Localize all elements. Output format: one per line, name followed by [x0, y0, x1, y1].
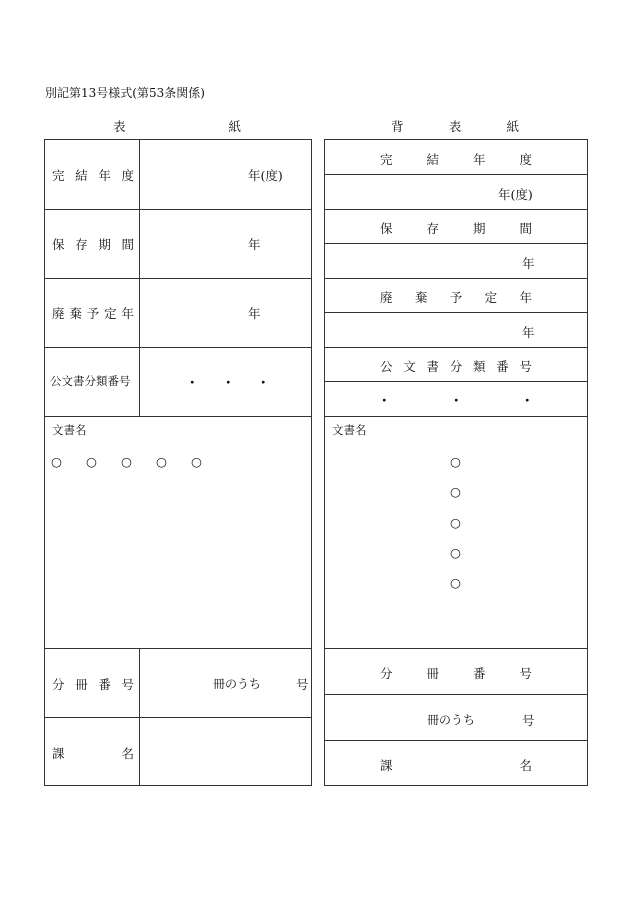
spine-retention-period-value[interactable]: 年 [522, 256, 535, 271]
spine-form [324, 139, 588, 786]
label-char: 類 [472, 359, 486, 374]
label-char: 冊 [426, 666, 439, 681]
spine-volume-number-label [380, 664, 532, 682]
label-char: 結 [75, 168, 88, 183]
spine-divider [325, 243, 587, 244]
label-char: 廃 [52, 306, 65, 321]
label-char: 完 [380, 152, 393, 167]
spine-completion-year-label [380, 150, 532, 168]
cover-completion-year-label [52, 166, 134, 184]
label-char: 存 [75, 237, 88, 252]
cover-classification-dot: ・ [257, 375, 270, 390]
cover-section-name-label [52, 744, 134, 762]
label-char: 保 [380, 221, 393, 236]
label-char: 年 [472, 152, 486, 167]
cover-heading-char-1: 表 [113, 119, 126, 134]
spine-disposal-year-label [380, 288, 532, 306]
cover-document-name-circle: ○ [86, 454, 97, 469]
spine-heading-char-2: 表 [448, 119, 462, 134]
cover-retention-period-label [52, 235, 134, 253]
spine-heading-char-3: 紙 [506, 119, 519, 134]
label-char: 定 [484, 290, 498, 305]
label-char: 分 [449, 359, 463, 374]
cover-classification-label: 公文書分類番号 [50, 374, 131, 388]
label-char: 課 [52, 746, 65, 761]
cover-divider [45, 347, 311, 348]
cover-divider [45, 209, 311, 210]
cover-divider [45, 278, 311, 279]
label-char: 年 [519, 290, 532, 305]
label-char: 番 [98, 677, 111, 692]
spine-document-name-circle: ○ [450, 545, 461, 560]
spine-divider [325, 740, 587, 741]
label-char: 年 [121, 306, 134, 321]
label-char: 定 [104, 306, 117, 321]
spine-document-name-label: 文書名 [332, 423, 367, 437]
spine-divider [325, 209, 587, 210]
spine-divider [325, 312, 587, 313]
label-char: 書 [426, 359, 439, 374]
spine-divider [325, 416, 587, 417]
cover-disposal-year-value[interactable]: 年 [248, 306, 261, 321]
label-char: 棄 [69, 306, 82, 321]
form-title: 別記第13号様式(第53条関係) [45, 86, 205, 100]
label-char: 保 [52, 237, 65, 252]
label-char: 予 [449, 290, 463, 305]
spine-divider [325, 648, 587, 649]
cover-document-name-circle: ○ [156, 454, 167, 469]
spine-document-name-circle: ○ [450, 484, 461, 499]
label-char: 存 [426, 221, 439, 236]
label-char: 年 [98, 168, 111, 183]
label-char: 名 [519, 758, 532, 773]
label-char: 文 [403, 359, 416, 374]
label-char: 号 [519, 359, 532, 374]
spine-volume-number-suffix: 号 [522, 713, 535, 728]
spine-divider [325, 347, 587, 348]
spine-divider [325, 381, 587, 382]
label-char: 棄 [414, 290, 428, 305]
cover-volume-number-suffix: 号 [296, 677, 309, 692]
spine-divider [325, 174, 587, 175]
cover-classification-dot: ・ [186, 375, 199, 390]
cover-completion-year-value[interactable]: 年(度) [248, 168, 283, 183]
spine-classification-dot: ・ [378, 393, 391, 408]
cover-column-divider [139, 140, 140, 416]
cover-divider [45, 416, 311, 417]
spine-heading-char-1: 背 [391, 119, 404, 134]
spine-completion-year-value[interactable]: 年(度) [498, 187, 533, 202]
spine-disposal-year-value[interactable]: 年 [522, 325, 535, 340]
label-char: 号 [121, 677, 134, 692]
spine-heading [391, 117, 519, 135]
cover-heading-char-2: 紙 [228, 119, 241, 134]
cover-disposal-year-label [52, 304, 134, 322]
cover-volume-number-prefix[interactable]: 冊のうち [213, 677, 262, 691]
cover-divider [45, 648, 311, 649]
label-char: 度 [121, 168, 134, 183]
spine-document-name-circle: ○ [450, 454, 461, 469]
spine-document-name-circle: ○ [450, 515, 461, 530]
cover-column-divider [139, 648, 140, 785]
label-char: 名 [121, 746, 134, 761]
label-char: 結 [426, 152, 439, 167]
spine-classification-label [380, 357, 532, 375]
cover-document-name-circle: ○ [121, 454, 132, 469]
spine-divider [325, 694, 587, 695]
label-char: 度 [519, 152, 532, 167]
cover-document-name-label: 文書名 [52, 423, 87, 437]
label-char: 号 [519, 666, 532, 681]
label-char: 課 [380, 758, 393, 773]
cover-document-name-circle: ○ [51, 454, 62, 469]
spine-section-name-label [380, 756, 532, 774]
cover-retention-period-value[interactable]: 年 [248, 237, 261, 252]
label-char: 期 [472, 221, 486, 236]
cover-heading [113, 117, 241, 135]
label-char: 完 [52, 168, 65, 183]
spine-document-name-circle: ○ [450, 575, 461, 590]
label-char: 冊 [75, 677, 88, 692]
label-char: 間 [519, 221, 532, 236]
cover-form [44, 139, 312, 786]
spine-retention-period-label [380, 219, 532, 237]
spine-classification-dot: ・ [450, 393, 463, 408]
spine-classification-dot: ・ [521, 393, 534, 408]
cover-classification-dot: ・ [222, 375, 235, 390]
label-char: 廃 [380, 290, 393, 305]
label-char: 分 [380, 666, 393, 681]
label-char: 間 [121, 237, 134, 252]
spine-divider [325, 278, 587, 279]
spine-volume-number-prefix[interactable]: 冊のうち [427, 713, 476, 727]
cover-document-name-circle: ○ [191, 454, 202, 469]
cover-volume-number-label [52, 675, 134, 693]
label-char: 期 [98, 237, 111, 252]
label-char: 番 [472, 666, 486, 681]
label-char: 公 [380, 359, 393, 374]
label-char: 番 [496, 359, 509, 374]
label-char: 予 [86, 306, 100, 321]
label-char: 分 [52, 677, 65, 692]
cover-divider [45, 717, 311, 718]
